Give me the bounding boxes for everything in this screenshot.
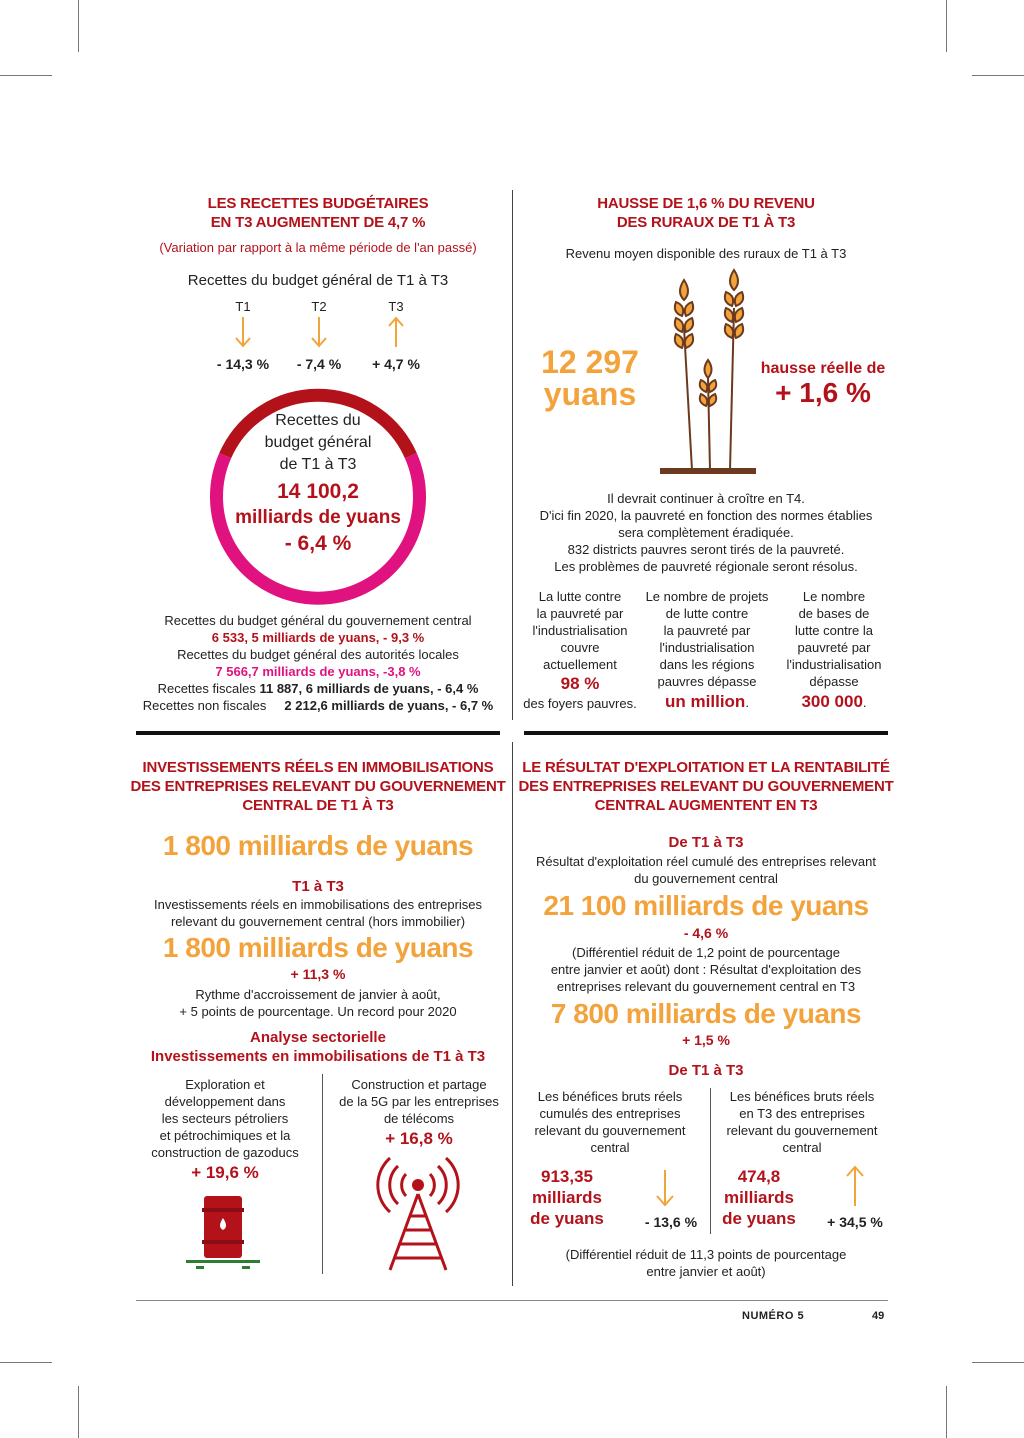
investment-period: T1 à T3 xyxy=(292,878,344,895)
profit-big2: 7 800 milliards de yuans xyxy=(550,998,862,1029)
profit-value-line: 474,8 xyxy=(737,1167,781,1186)
profit-change1: - 4,6 % xyxy=(683,925,729,941)
profit-value-line: milliards xyxy=(532,1188,602,1207)
rural-rise-value: + 1,6 % xyxy=(775,377,871,408)
budget-title-line2: EN T3 AUGMENTENT DE 4,7 % xyxy=(210,214,426,231)
investment-title xyxy=(130,758,506,815)
desc-line: Résultat d'exploitation réel cumulé des entreprises relevant xyxy=(536,854,876,869)
col-line: pauvreté par xyxy=(797,640,871,655)
profit-change2: + 1,5 % xyxy=(682,1032,730,1048)
investment-desc xyxy=(136,896,500,930)
rural-para-line: sera complètement éradiquée. xyxy=(618,525,794,540)
page-number: 49 xyxy=(872,1310,885,1322)
col-line: pauvres dépasse xyxy=(657,674,757,689)
fiscal-row xyxy=(130,680,506,697)
rural-amount xyxy=(530,346,650,410)
sector-text: développement dans xyxy=(164,1094,286,1109)
sector-heading xyxy=(136,1028,500,1066)
budget-subtitle: (Variation par rapport à la même période de l'an passé) xyxy=(159,240,477,255)
profit-value-line: 913,35 xyxy=(541,1167,593,1186)
nonfiscal-row xyxy=(130,697,506,714)
arrow-up-icon xyxy=(844,1164,866,1208)
q3-profit-text xyxy=(714,1088,890,1156)
desc-line: Investissements réels en immobilisations des entreprises xyxy=(153,897,483,912)
nonfiscal-label: Recettes non fiscales xyxy=(142,698,267,713)
sector-value: + 19,6 % xyxy=(191,1163,259,1182)
arrow-up-icon xyxy=(386,315,406,349)
col-line: Le nombre de projets xyxy=(645,589,769,604)
local-value: 7 566,7 milliards de yuans, -3,8 % xyxy=(215,664,421,679)
quarter-t3 xyxy=(366,298,426,372)
footnote-line: (Différentiel réduit de 11,3 points de pourcentage xyxy=(565,1247,847,1262)
note-line: (Différentiel réduit de 1,2 point de pourcentage xyxy=(572,945,840,960)
col-line: de bases de xyxy=(798,606,870,621)
profit-text: Les bénéfices bruts réels xyxy=(537,1089,683,1104)
cumulative-profit-value xyxy=(524,1166,610,1229)
sector-line: Analyse sectorielle xyxy=(250,1029,386,1046)
arrow-down-icon xyxy=(233,315,253,349)
rural-para-line: Les problèmes de pauvreté régionale seront résolus. xyxy=(554,559,858,574)
profit-title-line2: DES ENTREPRISES RELEVANT DU GOUVERNEMENT xyxy=(518,778,894,795)
profit-text: cumulés des entreprises xyxy=(539,1106,681,1121)
rural-para-line: 832 districts pauvres seront tirés de la pauvreté. xyxy=(567,542,845,557)
poverty-col-1 xyxy=(520,588,640,712)
col-value-row: un million. xyxy=(665,692,749,711)
section-divider-left xyxy=(136,731,500,735)
central-label: Recettes du budget général du gouvernement central xyxy=(164,613,472,628)
col-line: la pauvreté par xyxy=(663,623,751,638)
crop-mark xyxy=(0,75,52,76)
rural-para-line: D'ici fin 2020, la pauvreté en fonction des normes établies xyxy=(539,508,873,523)
rural-subtitle: Revenu moyen disponible des ruraux de T1 à T3 xyxy=(565,246,847,261)
poverty-col-3 xyxy=(776,588,892,715)
q3-profit-value xyxy=(716,1166,802,1229)
profit-title-line3: CENTRAL AUGMENTENT EN T3 xyxy=(594,797,818,814)
col-line: dépasse xyxy=(809,674,859,689)
sector-text: Exploration et xyxy=(185,1077,265,1092)
cumulative-profit-change: - 13,6 % xyxy=(644,1214,698,1230)
ring-label-line2: budget général xyxy=(264,434,372,451)
quarter-label: T1 xyxy=(235,299,251,314)
profit-period2: De T1 à T3 xyxy=(668,1062,744,1079)
col-line: l'industrialisation xyxy=(532,623,628,638)
col-value: un million xyxy=(665,692,746,711)
ring-label-line3: de T1 à T3 xyxy=(279,456,357,473)
quarter-label: T2 xyxy=(311,299,327,314)
quarter-t1 xyxy=(215,298,271,372)
profit-text: relevant du gouvernement xyxy=(534,1123,686,1138)
profit-divider xyxy=(710,1088,711,1234)
rural-title-line2: DES RURAUX DE T1 À T3 xyxy=(616,214,796,231)
crop-mark xyxy=(946,0,947,52)
col-line: l'industrialisation xyxy=(659,640,755,655)
col-line: La lutte contre xyxy=(538,589,622,604)
ring-value-line3: - 6,4 % xyxy=(284,532,352,555)
col-line: dans les régions xyxy=(659,657,755,672)
col-line: l'industrialisation xyxy=(786,657,882,672)
note-line: Rythme d'accroissement de janvier à août, xyxy=(195,987,441,1002)
quarter-value: - 14,3 % xyxy=(216,356,270,372)
sector-value: + 16,8 % xyxy=(385,1129,453,1148)
sector-divider xyxy=(322,1074,323,1274)
profit-text: relevant du gouvernement xyxy=(726,1123,878,1138)
issue-number: NUMÉRO 5 xyxy=(742,1310,805,1322)
investment-note xyxy=(136,986,500,1020)
rural-amount-number: 12 297 xyxy=(541,344,639,380)
col-line: lutte contre la xyxy=(794,623,874,638)
investment-title-line2: DES ENTREPRISES RELEVANT DU GOUVERNEMENT xyxy=(130,778,506,795)
desc-line: du gouvernement central xyxy=(634,871,778,886)
ring-value-line2: milliards de yuans xyxy=(235,507,401,528)
rural-paragraph xyxy=(524,490,888,575)
col-line: la pauvreté par xyxy=(536,606,624,621)
wheat-icon xyxy=(656,268,760,478)
col-value: 300 000 xyxy=(801,692,863,711)
col-line: Le nombre xyxy=(802,589,866,604)
profit-value-line: de yuans xyxy=(722,1209,796,1228)
ring-label-line1: Recettes du xyxy=(275,412,361,429)
ring-content xyxy=(226,410,410,557)
note-line: entreprises relevant du gouvernement central en T3 xyxy=(556,979,856,994)
poverty-col-2 xyxy=(640,588,774,715)
profit-text: Les bénéfices bruts réels xyxy=(729,1089,875,1104)
quarter-label: T3 xyxy=(388,299,404,314)
profit-text: central xyxy=(590,1140,630,1155)
investment-big2: 1 800 milliards de yuans xyxy=(162,932,474,963)
central-value: 6 533, 5 milliards de yuans, - 9,3 % xyxy=(211,630,425,645)
investment-growth: + 11,3 % xyxy=(290,966,346,982)
note-line: entre janvier et août) dont : Résultat d'exploitation des xyxy=(550,962,862,977)
budget-title-line1: LES RECETTES BUDGÉTAIRES xyxy=(207,195,429,212)
q3-profit-change: + 34,5 % xyxy=(827,1214,883,1230)
nonfiscal-value: 2 212,6 milliards de yuans, - 6,7 % xyxy=(284,698,494,713)
rural-title xyxy=(524,194,888,232)
section-divider-right xyxy=(524,731,888,735)
antenna-tower-icon xyxy=(368,1154,468,1274)
investment-title-line1: INVESTISSEMENTS RÉELS EN IMMOBILISATIONS xyxy=(142,759,494,776)
sector-text: construction de gazoducs xyxy=(151,1145,299,1160)
profit-footnote xyxy=(524,1246,888,1280)
rural-para-line: Il devrait continuer à croître en T4. xyxy=(607,491,805,506)
sector-line: Investissements en immobilisations de T1 à T3 xyxy=(150,1048,486,1065)
investment-big1: 1 800 milliards de yuans xyxy=(162,830,474,861)
local-label: Recettes du budget général des autorités locales xyxy=(177,647,459,662)
profit-text: central xyxy=(782,1140,822,1155)
crop-mark xyxy=(0,1362,52,1363)
budget-breakdown xyxy=(130,612,506,714)
rural-amount-unit: yuans xyxy=(543,376,637,412)
telecom-sector xyxy=(330,1076,508,1151)
fiscal-label: Recettes fiscales xyxy=(157,681,256,696)
quarter-t2 xyxy=(291,298,347,372)
profit-period1: De T1 à T3 xyxy=(668,834,744,851)
col-line: couvre xyxy=(560,640,600,655)
column-divider-top xyxy=(512,190,513,720)
col-line: actuellement xyxy=(543,657,617,672)
profit-big1: 21 100 milliards de yuans xyxy=(543,890,869,921)
budget-chart-heading: Recettes du budget général de T1 à T3 xyxy=(187,272,449,289)
crop-mark xyxy=(946,1386,947,1438)
investment-title-line3: CENTRAL DE T1 À T3 xyxy=(242,797,394,814)
profit-desc xyxy=(520,853,892,887)
ring-value-line1: 14 100,2 xyxy=(277,480,359,503)
rural-rise-label: hausse réelle de xyxy=(760,360,886,377)
quarter-value: + 4,7 % xyxy=(372,356,420,372)
sector-text: les secteurs pétroliers xyxy=(161,1111,289,1126)
profit-value-line: de yuans xyxy=(530,1209,604,1228)
budget-title xyxy=(136,194,500,232)
fiscal-value: 11 887, 6 milliards de yuans, - 6,4 % xyxy=(259,681,479,696)
arrow-down-icon xyxy=(654,1168,676,1208)
crop-mark xyxy=(78,0,79,52)
oil-sector xyxy=(136,1076,314,1185)
quarter-value: - 7,4 % xyxy=(296,356,342,372)
note-line: + 5 points de pourcentage. Un record pour 2020 xyxy=(179,1004,457,1019)
rural-rise xyxy=(758,360,888,408)
rural-title-line1: HAUSSE DE 1,6 % DU REVENU xyxy=(597,195,815,212)
sector-text: Construction et partage xyxy=(351,1077,487,1092)
col-line: de lutte contre xyxy=(665,606,749,621)
profit-value-line: milliards xyxy=(724,1188,794,1207)
oil-barrel-icon xyxy=(182,1190,264,1272)
profit-title-line1: LE RÉSULTAT D'EXPLOITATION ET LA RENTABILITÉ xyxy=(522,759,890,776)
arrow-down-icon xyxy=(309,315,329,349)
desc-line: relevant du gouvernement central (hors immobilier) xyxy=(170,914,466,929)
cumulative-profit-text xyxy=(522,1088,698,1156)
sector-text: de la 5G par les entreprises xyxy=(339,1094,499,1109)
col-line: des foyers pauvres. xyxy=(523,696,637,711)
crop-mark xyxy=(972,75,1024,76)
sector-text: de télécoms xyxy=(383,1111,455,1126)
profit-text: en T3 des entreprises xyxy=(739,1106,865,1121)
footer-rule xyxy=(136,1300,888,1301)
crop-mark xyxy=(78,1386,79,1438)
col-value-row: 300 000. xyxy=(801,692,867,711)
crop-mark xyxy=(972,1362,1024,1363)
profit-note xyxy=(520,944,892,995)
footnote-line: entre janvier et août) xyxy=(646,1264,766,1279)
col-value: 98 % xyxy=(560,674,600,693)
column-divider-bottom xyxy=(512,742,513,1286)
profit-title xyxy=(518,758,894,815)
sector-text: et pétrochimiques et la xyxy=(159,1128,291,1143)
